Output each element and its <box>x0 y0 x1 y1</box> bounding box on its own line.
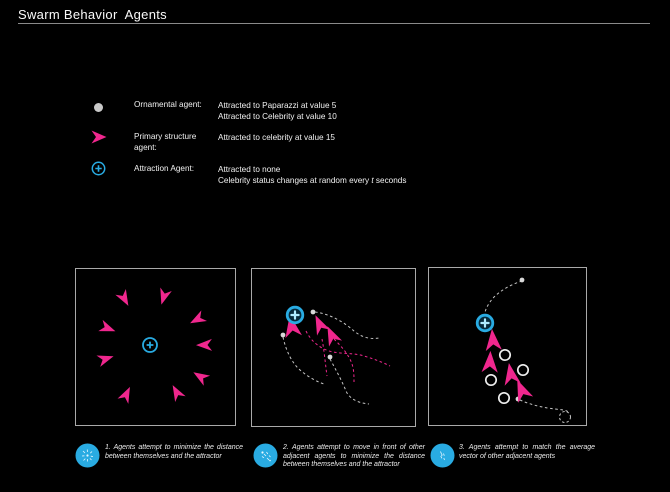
primary-structure-arrow-icon <box>91 130 107 144</box>
legend-desc-italic-t: t <box>371 176 374 185</box>
page-title: Swarm Behavior Agents <box>18 7 167 22</box>
panel-3-canvas <box>429 268 586 425</box>
caption-2-swarm-icon <box>253 443 278 468</box>
legend-desc-text: seconds <box>373 176 407 185</box>
legend-label-attraction: Attraction Agent: <box>134 164 195 173</box>
legend-desc-line: Attracted to Celebrity at value 10 <box>218 112 337 121</box>
ornamental-agent-dot-icon <box>94 103 103 112</box>
title-underline <box>18 23 650 24</box>
legend-desc-line: Attracted to none <box>218 165 281 174</box>
legend-label-primary-structure: Primary structure agent: <box>134 132 197 152</box>
panel-3-alignment-diagram <box>428 267 587 426</box>
panel-1-cohesion-diagram <box>75 268 236 426</box>
legend-desc-line: Attracted to Paparazzi at value 5 <box>218 101 337 110</box>
panel-2-canvas <box>252 269 415 426</box>
legend-desc-primary-structure: Attracted to celebrity at value 15 <box>218 133 335 142</box>
panel-2-front-movement-diagram <box>251 268 416 427</box>
legend-label-ornamental: Ornamental agent: <box>134 100 202 109</box>
legend-desc-text: Celebrity status changes at random every <box>218 176 372 185</box>
caption-1-text: 1. Agents attempt to minimize the distance between themselves and the attractor <box>105 444 243 460</box>
panel-1-canvas <box>76 269 235 425</box>
legend-desc-attraction <box>218 164 406 186</box>
legend-desc-ornamental <box>218 100 337 122</box>
caption-1-swarm-icon <box>75 443 100 468</box>
caption-3-text: 3. Agents attempt to match the average vector of other adjacent agents <box>459 444 595 460</box>
attraction-agent-plus-icon <box>91 161 106 176</box>
legend-desc-line <box>218 175 406 186</box>
caption-3-swarm-icon <box>430 443 455 468</box>
caption-2-text: 2. Agents attempt to move in front of other adjacent agents to minimize the distance between themselves and the attractor <box>283 444 425 469</box>
